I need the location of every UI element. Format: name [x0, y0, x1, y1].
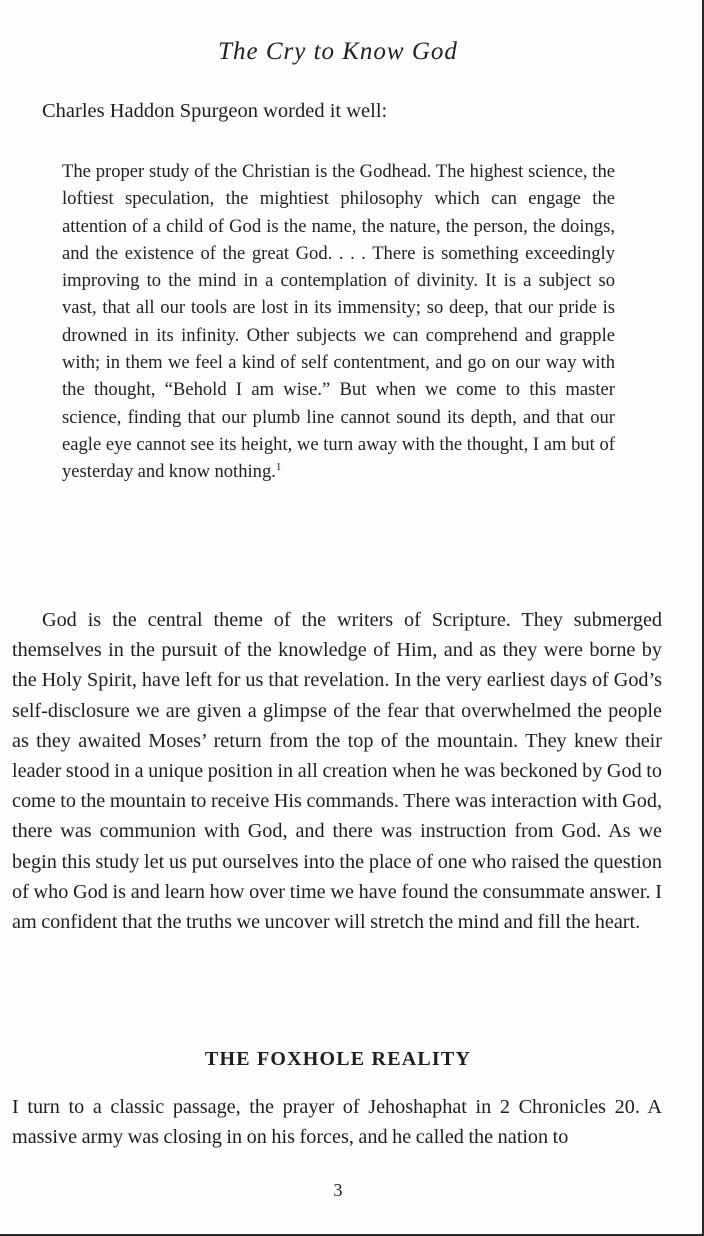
- page-number: 3: [333, 1180, 343, 1200]
- intro-line: Charles Haddon Spurgeon worded it well:: [42, 100, 388, 122]
- body-paragraph-continued: I turn to a classic passage, the prayer of Jehoshaphat in 2 Chronicles 20. A massive army was closing in on his forces, and he called the nation to: [12, 1096, 662, 1149]
- section-heading: THE FOXHOLE REALITY: [204, 1048, 472, 1070]
- quote-text: The proper study of the Christian is the Godhead. The highest science, the loftiest speculation, the mightiest philosophy which can engage the attention of a child of God is the name, the nature, the person, the doings, and the existence of the great God. . . . There is something exceedingly improving to the mind in a contemplation of divinity. It is a subject so vast, that all our tools are lost in its immensity; so deep, that our pride is drowned in its infinity. Other subjects we can comprehend and grapple with; in them we feel a kind of self contentment, and go on our way with the thought, “Behold I am wise.” But when we come to this master science, finding that our plumb line cannot sound its depth, and that our eagle eye cannot see its height, we turn away with the thought, I am but of yesterday and know nothing.: [62, 161, 615, 483]
- running-head: The Cry to Know God: [218, 38, 458, 65]
- footnote-marker: 1: [275, 461, 282, 474]
- block-quote: [62, 158, 615, 486]
- body-paragraph: God is the central theme of the writers of Scripture. They submerged themselves in the pursuit of the knowledge of Him, and as they were borne by the Holy Spirit, have left for us that revelation. In the very earliest days of God’s self-disclosure we are given a glimpse of the fear that overwhelmed the people as they awaited Moses’ return from the top of the mountain. They knew their leader stood in a unique position in all creation when he was beckoned by God to come to the mountain to receive His commands. There was interaction with God, there was communion with God, and there was instruction from God. As we begin this study let us put ourselves into the place of one who raised the question of who God is and learn how over time we have found the consummate answer. I am confident that the truths we uncover will stretch the mind and fill the heart.: [12, 609, 662, 934]
